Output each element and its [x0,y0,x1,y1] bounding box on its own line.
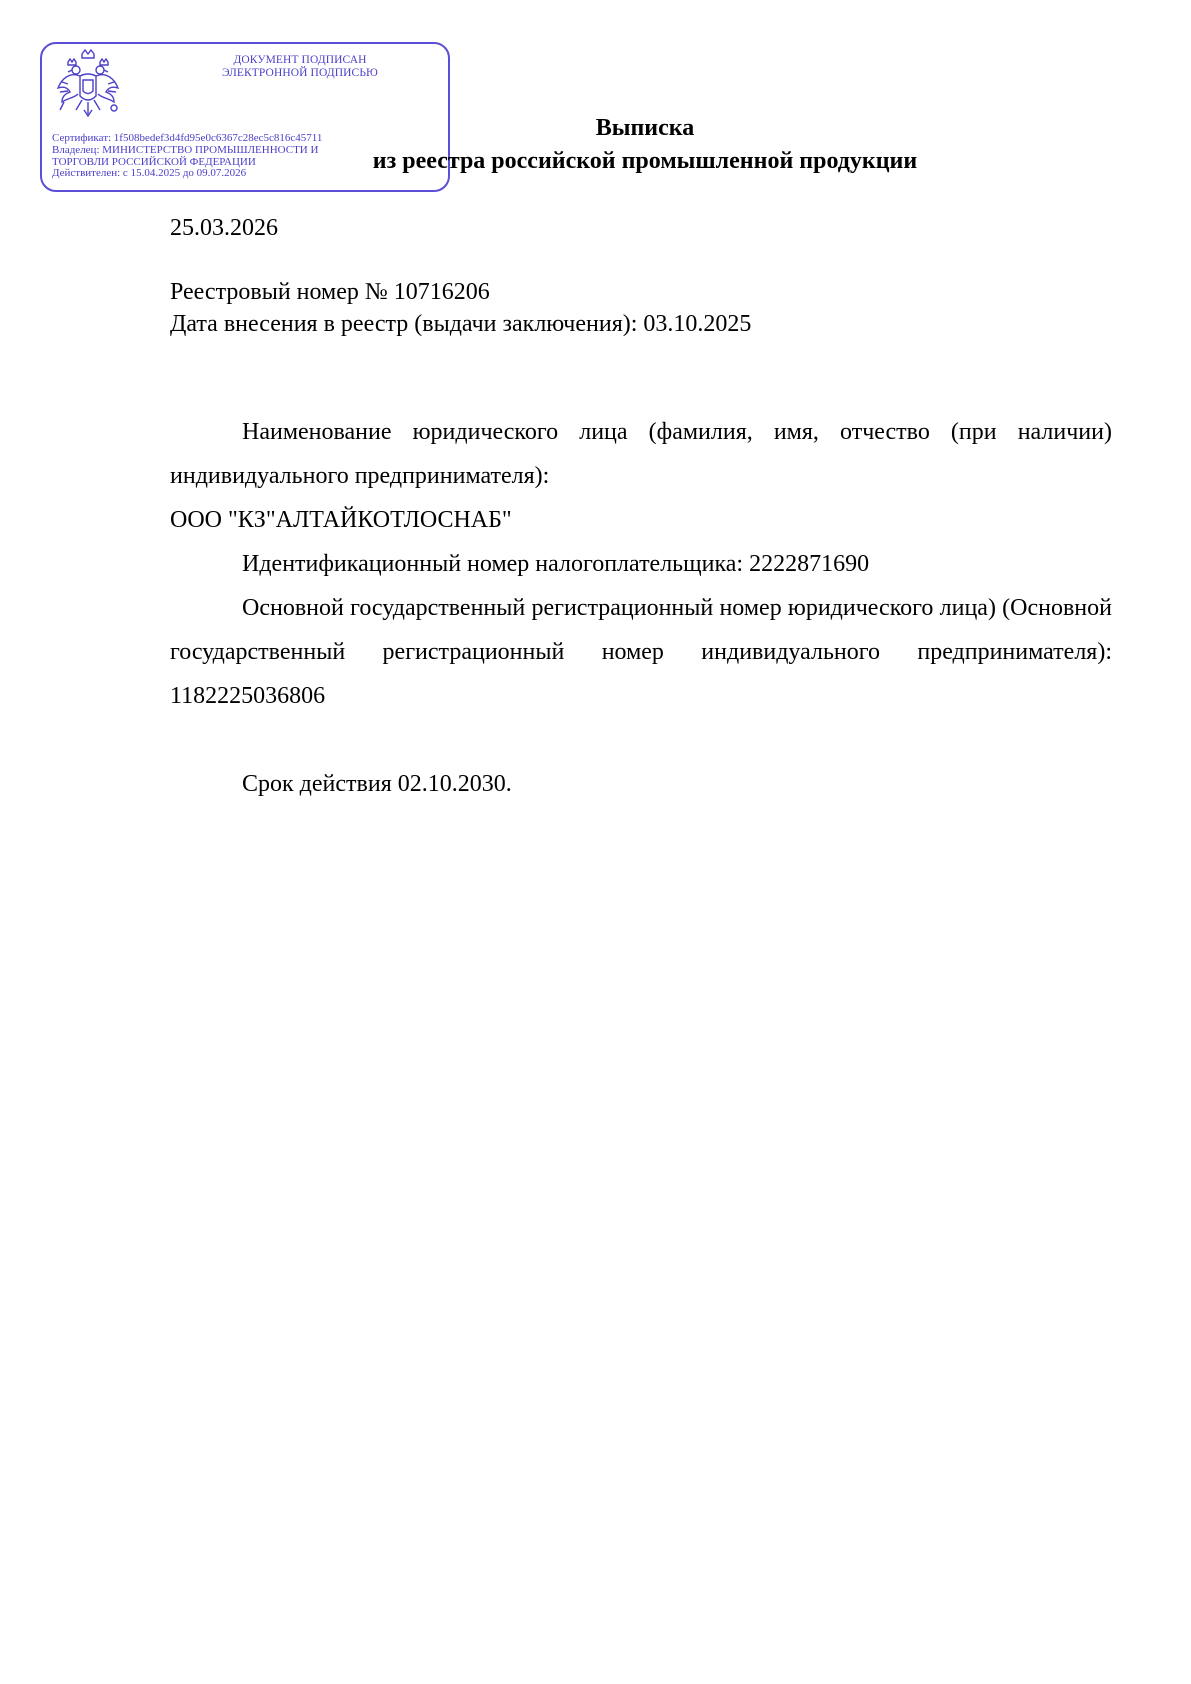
stamp-owner-line-2: ТОРГОВЛИ РОССИЙСКОЙ ФЕДЕРАЦИИ [52,155,256,168]
stamp-validity: Действителен: с 15.04.2025 до 09.07.2026 [52,167,247,180]
stamp-line-1: ДОКУМЕНТ ПОДПИСАН [233,54,367,66]
entity-name: ООО "КЗ"АЛТАЙКОТЛОСНАБ" [170,507,512,533]
title-line-2: из реестра российской промышленной продукции [372,148,918,174]
registry-number: Реестровый номер № 10716206 [170,279,490,305]
stamp-line-2: ЭЛЕКТРОННОЙ ПОДПИСЬЮ [222,67,378,79]
registry-date: Дата внесения в реестр (выдачи заключения): 03.10.2025 [170,311,752,337]
ogrn: Основной государственный регистрационный номер юридического лица) (Основной государственный регистрационный номер индивидуального предпринимателя): 1182225036806 [170,595,1112,709]
title-line-1: Выписка [595,115,695,141]
coat-of-arms-icon [54,48,122,120]
stamp-certificate: Сертификат: 1f508bedef3d4fd95e0c6367c28ec5c816c45711 [52,132,323,144]
inn: Идентификационный номер налогоплательщика: 2222871690 [242,551,870,577]
document-title [200,112,1090,178]
stamp-owner-line-1: Владелец: МИНИСТЕРСТВО ПРОМЫШЛЕННОСТИ И [52,143,319,156]
document-date: 25.03.2026 [170,215,278,241]
validity-period: Срок действия 02.10.2030. [242,771,512,797]
entity-label: Наименование юридического лица (фамилия, имя, отчество (при наличии) индивидуального предпринимателя): [170,419,1112,489]
stamp-heading [170,54,430,80]
